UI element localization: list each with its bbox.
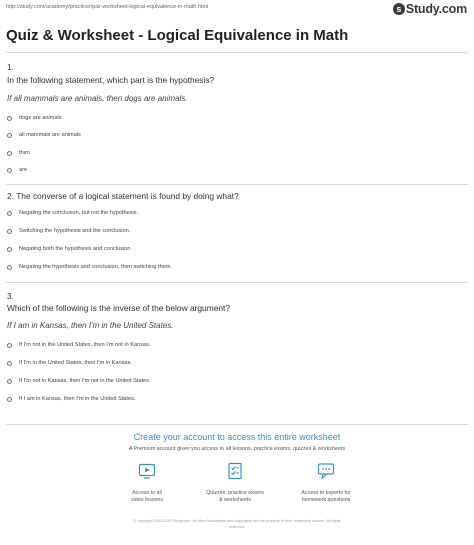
question-2-prompt: The converse of a logical statement is found by doing what? xyxy=(16,191,239,201)
feature-experts xyxy=(286,462,366,504)
radio-button[interactable] xyxy=(7,247,12,252)
question-1-statement: If all mammals are animals, then dogs are animals. xyxy=(7,94,188,103)
question-3-choice-1[interactable] xyxy=(7,342,150,348)
radio-button[interactable] xyxy=(7,397,12,402)
radio-button[interactable] xyxy=(7,361,12,366)
question-1-choice-2[interactable] xyxy=(7,132,81,138)
question-1-text: In the following statement, which part is the hypothesis? xyxy=(7,75,215,85)
question-1-choice-4[interactable] xyxy=(7,167,27,173)
question-divider xyxy=(6,282,468,283)
question-3-choice-4[interactable] xyxy=(7,396,135,402)
choice-label: If I'm not in Kansas, then I'm not in the United States. xyxy=(19,378,151,384)
choice-label: Negating the hypothesis and conclusion, then switching them. xyxy=(19,264,172,270)
top-bar xyxy=(0,0,474,18)
feature-label-line: Quizzes, practice exams xyxy=(206,490,264,496)
choice-label: If I am in Kansas, then I'm in the United States. xyxy=(19,396,136,402)
question-2-choice-4[interactable] xyxy=(7,264,172,270)
video-play-icon xyxy=(138,462,156,480)
choice-label: then xyxy=(19,150,30,156)
page-title: Quiz & Worksheet - Logical Equivalence in Math xyxy=(6,27,349,44)
choice-label: Switching the hypothesis and the conclusion. xyxy=(19,228,131,234)
question-2-choice-2[interactable] xyxy=(7,228,130,234)
question-2-choice-1[interactable] xyxy=(7,210,138,216)
question-2-number: 2. xyxy=(7,191,14,201)
question-3-number: 3. xyxy=(7,292,14,301)
feature-video-lessons xyxy=(107,462,187,504)
quiz-worksheet-icon xyxy=(226,462,244,480)
choice-label: all mammals are animals xyxy=(19,132,81,138)
title-divider xyxy=(6,52,468,53)
copyright-footer xyxy=(60,518,414,530)
choice-label: are xyxy=(19,167,28,173)
radio-button[interactable] xyxy=(7,211,12,216)
premium-subtitle: A Premium account gives you access to all lessons, practice exams, quizzes & worksheets xyxy=(128,446,346,452)
question-1-choice-1[interactable] xyxy=(7,115,62,121)
radio-button[interactable] xyxy=(7,168,12,173)
question-3-choice-2[interactable] xyxy=(7,360,132,366)
choice-label: Negating both the hypothesis and conclusion. xyxy=(19,246,132,252)
feature-label xyxy=(195,490,275,504)
premium-divider xyxy=(6,424,468,425)
radio-button[interactable] xyxy=(7,151,12,156)
radio-button[interactable] xyxy=(7,343,12,348)
question-1-number: 1. xyxy=(7,63,14,72)
expert-chat-icon xyxy=(317,462,335,480)
choice-label: If I'm in the United States, then I'm in Kansas. xyxy=(19,360,132,366)
question-2-choice-3[interactable] xyxy=(7,246,132,252)
page-url: http://study.com/academy/practice/quiz-worksheet-logical-equivalence-in-math.html xyxy=(6,4,209,10)
study-logo-icon: s xyxy=(393,3,405,15)
radio-button[interactable] xyxy=(7,116,12,121)
create-account-link[interactable]: Create your account to access this entire worksheet xyxy=(133,432,341,442)
feature-label-line: Access to experts for xyxy=(301,490,351,496)
choice-label: dogs are animals xyxy=(19,115,62,121)
study-logo[interactable] xyxy=(393,2,467,16)
study-logo-text: Study.com xyxy=(405,2,467,16)
footer-line: reserved. xyxy=(229,525,245,529)
feature-quizzes xyxy=(195,462,275,504)
question-3-choice-3[interactable] xyxy=(7,378,150,384)
footer-line: © copyright 2003-2020 Study.com. All other trademarks and copyrights are the property of their respective owners. All rights xyxy=(133,519,341,523)
feature-label-line: Access to all xyxy=(132,490,162,496)
question-divider xyxy=(6,184,468,185)
question-1-choice-3[interactable] xyxy=(7,150,30,156)
feature-label-line: video lessons xyxy=(130,497,164,503)
choice-label: If I'm not in the United States, then I'm not in Kansas. xyxy=(19,342,151,348)
choice-label: Negating the conclusion, but not the hypothesis. xyxy=(19,210,139,216)
radio-button[interactable] xyxy=(7,229,12,234)
radio-button[interactable] xyxy=(7,265,12,270)
radio-button[interactable] xyxy=(7,133,12,138)
question-3-statement: If I am in Kansas, then I'm in the United States. xyxy=(7,321,174,330)
feature-label xyxy=(286,490,366,504)
feature-label xyxy=(107,490,187,504)
question-3-text: Which of the following is the inverse of the below argument? xyxy=(7,303,230,313)
radio-button[interactable] xyxy=(7,379,12,384)
feature-label-line: homework questions xyxy=(301,497,351,503)
feature-label-line: & worksheets xyxy=(219,497,251,503)
question-2-text xyxy=(7,191,239,201)
